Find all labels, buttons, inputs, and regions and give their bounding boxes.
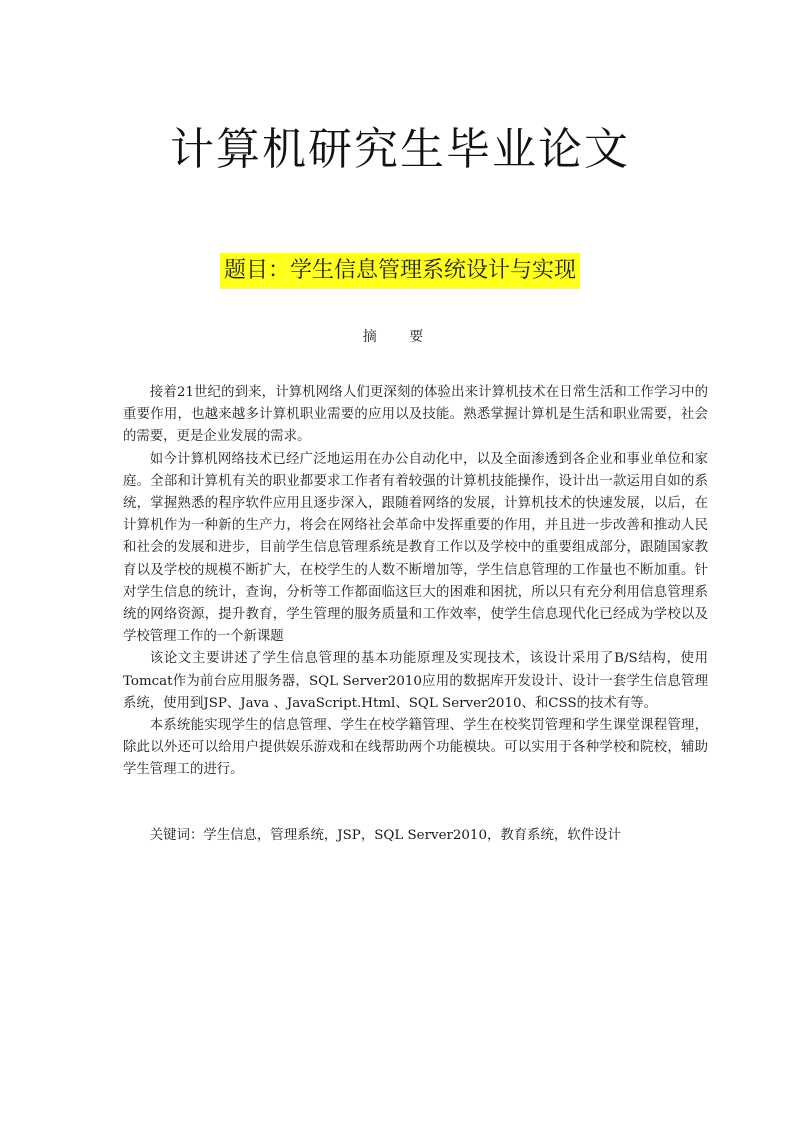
abstract-body (123, 382, 708, 782)
abstract-paragraph-1: 接着21世纪的到来，计算机网络人们更深刻的体验出来计算机技术在日常生活和工作学习中的重要作用，也越来越多计算机职业需要的应用以及技能。熟悉掌握计算机是生活和职业需要，社会的需要，更是企业发展的需求。 (123, 385, 708, 445)
thesis-title: 计算机研究生毕业论文 (170, 124, 630, 175)
subject-highlighted: 题目：学生信息管理系统设计与实现 (220, 253, 580, 289)
abstract-paragraph-2: 如今计算机网络技术已经广泛地运用在办公自动化中，以及全面渗透到各企业和事业单位和家庭。全部和计算机有关的职业都要求工作者有着较强的计算机技能操作，设计出一款运用自如的系统，掌握熟悉的程序软件应用且逐步深入，跟随着网络的发展，计算机技术的快速发展，以后，在计算机作为一种新的生产力，将会在网络社会革命中发挥重要的作用，并且进一步改善和推动人民和社会的发展和进步，目前学生信息管理系统是教育工作以及学校中的重要组成部分，跟随国家教育以及学校的规模不断扩大，在校学生的人数不断增加等，学生信息管理的工作量也不断加重。针对学生信息的统计，查询，分析等工作都面临这巨大的困难和困扰，所以只有充分利用信息管理系统的网络资源，提升教育，学生管理的服务质量和工作效率，使学生信息现代化已经成为学校以及学校管理工作的一个新课题 (123, 451, 708, 645)
abstract-heading: 摘 要 (362, 329, 438, 345)
abstract-paragraph-3: 该论文主要讲述了学生信息管理的基本功能原理及实现技术，该设计采用了B/S结构，使用Tomcat作为前台应用服务器，SQL Server2010应用的数据库开发设计、设计一套学生信息管理系统，使用到JSP、Java 、JavaScript.Html、SQL Server2010、和CSS的技术有等。 (123, 651, 708, 711)
abstract-paragraph-4: 本系统能实现学生的信息管理、学生在校学籍管理、学生在校奖罚管理和学生课堂课程管理，除此以外还可以给用户提供娱乐游戏和在线帮助两个功能模块。可以实用于各种学校和院校，辅助学生管理工的进行。 (123, 718, 708, 778)
keywords-line: 关键词：学生信息，管理系统，JSP，SQL Server2010，教育系统，软件设计 (149, 828, 621, 843)
subject-container (0, 253, 800, 289)
